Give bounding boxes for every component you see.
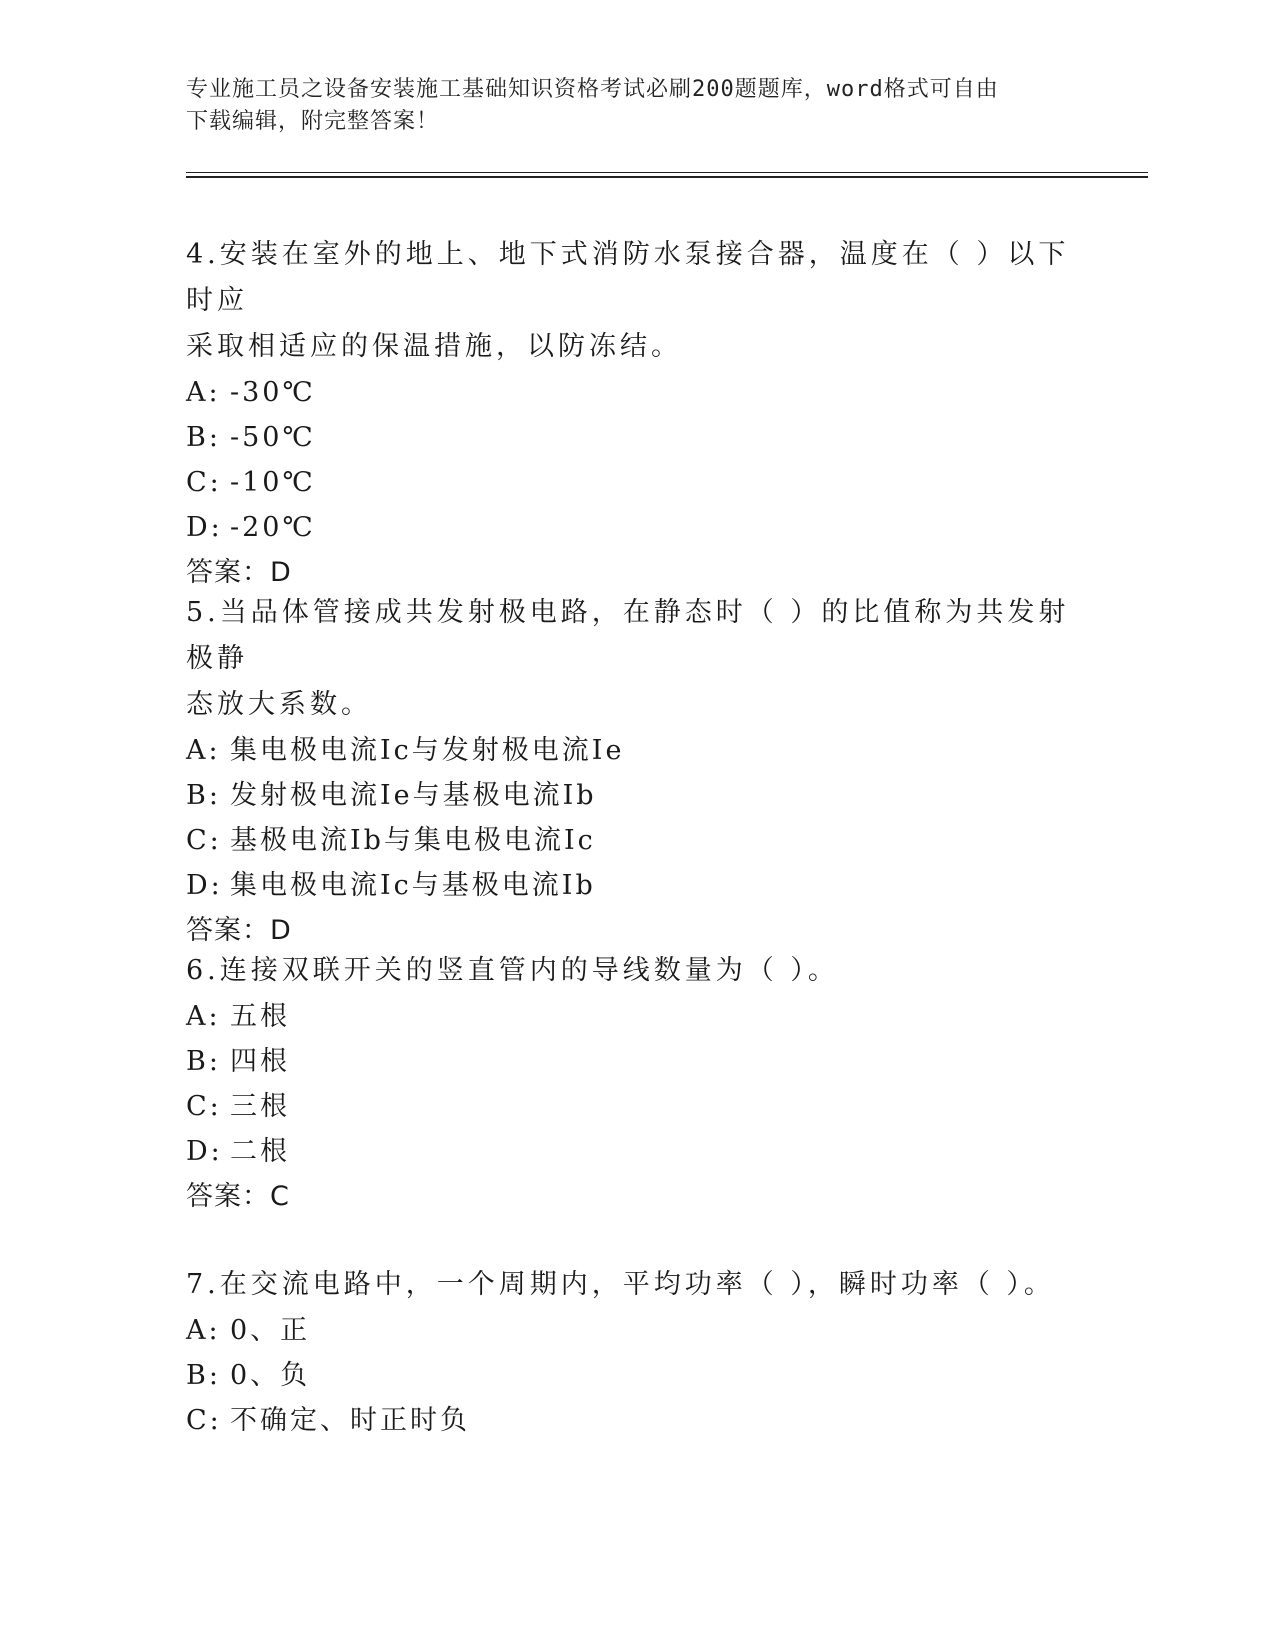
option-d xyxy=(186,863,1086,908)
option-key: C: xyxy=(186,1405,222,1436)
option-c xyxy=(186,1084,1086,1129)
header-divider-bottom xyxy=(186,176,1148,178)
question-stem-line: 采取相适应的保温措施，以防冻结。 xyxy=(186,331,682,362)
option-key: C: xyxy=(186,825,222,856)
option-a xyxy=(186,994,1086,1039)
question-7 xyxy=(186,1262,1086,1443)
question-4 xyxy=(186,232,1086,595)
option-text: -30℃ xyxy=(230,377,316,408)
question-stem-line: 5.当品体管接成共发射极电路，在静态时（ ）的比值称为共发射极静 xyxy=(186,597,1070,674)
option-text: 四根 xyxy=(230,1046,290,1077)
option-key: A: xyxy=(186,1001,221,1032)
option-text: -50℃ xyxy=(230,422,316,453)
option-a xyxy=(186,1308,1086,1353)
option-key: A: xyxy=(186,735,221,766)
question-6 xyxy=(186,948,1086,1219)
option-text: 集电极电流Ic与基极电流Ib xyxy=(230,870,596,901)
option-key: A: xyxy=(186,1315,221,1346)
header-line-1: 专业施工员之设备安装施工基础知识资格考试必刷200题题库，word格式可自由 xyxy=(186,77,999,102)
option-text: 基极电流Ib与集电极电流Ic xyxy=(230,825,596,856)
option-key: D: xyxy=(186,1136,223,1167)
option-text: 三根 xyxy=(230,1091,290,1122)
option-text: 发射极电流Ie与基极电流Ib xyxy=(230,780,597,811)
option-c xyxy=(186,1398,1086,1443)
answer-label: 答案：D xyxy=(186,915,292,946)
option-key: A: xyxy=(186,377,221,408)
header-divider-top xyxy=(186,172,1148,173)
option-c xyxy=(186,818,1086,863)
header-line-2: 下载编辑，附完整答案！ xyxy=(186,109,440,134)
option-b xyxy=(186,773,1086,818)
question-stem-line: 7.在交流电路中，一个周期内，平均功率（ ），瞬时功率（ ）。 xyxy=(186,1269,1055,1300)
option-key: B: xyxy=(186,780,221,811)
answer-label: 答案：D xyxy=(186,557,292,588)
option-key: C: xyxy=(186,1091,222,1122)
document-header xyxy=(186,74,1066,138)
option-b xyxy=(186,1353,1086,1398)
option-key: D: xyxy=(186,870,223,901)
option-key: D: xyxy=(186,512,223,543)
option-d xyxy=(186,505,1086,550)
option-text: -10℃ xyxy=(230,467,316,498)
option-text: -20℃ xyxy=(230,512,316,543)
question-stem-line: 4.安装在室外的地上、地下式消防水泵接合器，温度在（ ）以下时应 xyxy=(186,239,1070,316)
option-text: 集电极电流Ic与发射极电流Ie xyxy=(230,735,625,766)
option-a xyxy=(186,370,1086,415)
option-text: 0、正 xyxy=(230,1315,311,1346)
option-key: B: xyxy=(186,1046,221,1077)
option-text: 二根 xyxy=(230,1136,290,1167)
option-text: 0、负 xyxy=(230,1360,311,1391)
option-key: C: xyxy=(186,467,222,498)
option-b xyxy=(186,415,1086,460)
question-stem-line: 态放大系数。 xyxy=(186,689,372,720)
option-text: 五根 xyxy=(230,1001,290,1032)
option-a xyxy=(186,728,1086,773)
option-key: B: xyxy=(186,1360,221,1391)
option-d xyxy=(186,1129,1086,1174)
option-text: 不确定、时正时负 xyxy=(230,1405,470,1436)
question-stem-line: 6.连接双联开关的竖直管内的导线数量为（ ）。 xyxy=(186,955,839,986)
question-5 xyxy=(186,590,1086,953)
option-key: B: xyxy=(186,422,221,453)
option-c xyxy=(186,460,1086,505)
option-b xyxy=(186,1039,1086,1084)
answer-label: 答案：C xyxy=(186,1181,290,1212)
